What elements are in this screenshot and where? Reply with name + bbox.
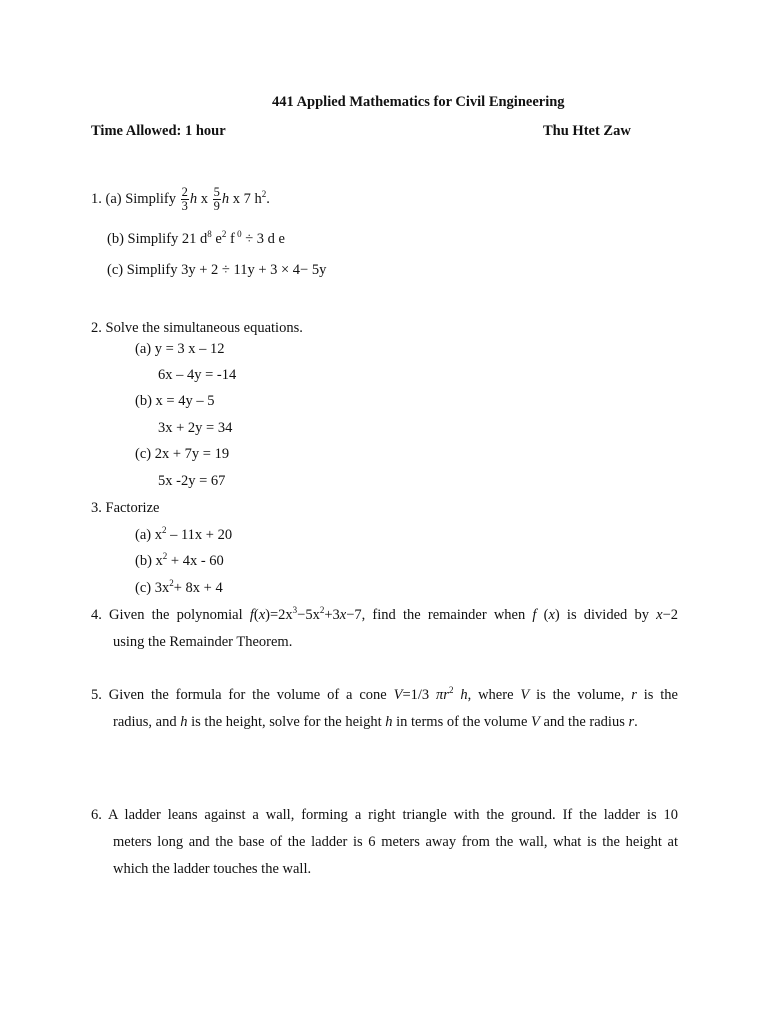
- variable-h: h: [221, 190, 230, 207]
- question-3: 3. Factorize: [91, 500, 160, 516]
- variable-x: x: [548, 607, 555, 623]
- q5-text: .: [634, 714, 638, 730]
- q4-text: )=2x: [265, 607, 293, 623]
- fraction-numerator: 5: [213, 185, 220, 199]
- q5-text: =1/3: [402, 687, 437, 703]
- q1b-text: e: [211, 231, 222, 247]
- variable-x: x: [258, 607, 266, 623]
- question-3c: [135, 580, 223, 597]
- times-sign: x: [200, 190, 208, 207]
- fraction-five-ninths: [213, 186, 221, 213]
- q3c-text: + 8x + 4: [173, 580, 223, 596]
- question-6-line2: meters long and the base of the ladder is 6 meters away from the wall, what is the height at: [113, 834, 678, 850]
- q1a-label: (a) Simplify: [105, 190, 176, 207]
- fraction-denominator: 9: [213, 199, 220, 213]
- variable-x: x: [339, 607, 347, 623]
- q5-text: is the height, solve for the height: [187, 714, 386, 730]
- question-2a-eq2: 6x – 4y = -14: [158, 367, 237, 383]
- q5-text: in terms of the volume: [392, 714, 532, 730]
- question-5-line2: [113, 714, 638, 731]
- exponent: 2: [169, 578, 174, 588]
- q4-text: 4. Given the polynomial: [91, 607, 250, 623]
- variable-v: V: [520, 687, 530, 703]
- q3a-text: (a) x: [135, 527, 162, 543]
- exam-title: 441 Applied Mathematics for Civil Engineering: [272, 94, 565, 110]
- pi-r: πr: [436, 687, 449, 703]
- variable-h: h: [180, 714, 188, 730]
- period: .: [266, 190, 270, 207]
- fraction-two-thirds: [181, 186, 189, 213]
- q4-text: (: [253, 607, 259, 623]
- variable-h: h: [189, 190, 198, 207]
- q5-text: is the volume,: [529, 687, 632, 703]
- fraction-numerator: 2: [181, 185, 188, 199]
- question-1b: [107, 231, 285, 248]
- function-f: f: [249, 607, 254, 623]
- variable-v: V: [393, 687, 403, 703]
- exponent: 2: [448, 685, 454, 695]
- question-5-line1: [91, 687, 678, 704]
- q1b-text: (b) Simplify 21 d: [107, 231, 208, 247]
- variable-x: x: [656, 607, 663, 623]
- exponent: 0: [234, 229, 242, 239]
- q4-text: −7, find the remainder when: [346, 607, 533, 623]
- variable-h: h: [385, 714, 393, 730]
- q5-text: , where: [467, 687, 521, 703]
- exponent: 2: [162, 551, 168, 561]
- q3b-text: + 4x - 60: [167, 553, 224, 569]
- q3b-text: (b) x: [135, 553, 163, 569]
- fraction-denominator: 3: [181, 199, 188, 213]
- question-2c-eq2: 5x -2y = 67: [158, 473, 226, 489]
- question-4-line2: using the Remainder Theorem.: [113, 634, 293, 650]
- q4-text: −2: [662, 607, 678, 623]
- variable-r: r: [628, 714, 635, 730]
- question-3b: [135, 553, 224, 570]
- q5-text: and the radius: [539, 714, 629, 730]
- q5-text: is the: [636, 687, 678, 703]
- q3c-text: (c) 3x: [135, 580, 170, 596]
- function-f: f: [532, 607, 537, 623]
- exponent: 2: [161, 525, 167, 535]
- variable-h: h: [460, 687, 468, 703]
- question-1a: [91, 186, 270, 213]
- exponent: 2: [221, 229, 227, 239]
- variable-v: V: [531, 714, 540, 730]
- question-2: 2. Solve the simultaneous equations.: [91, 320, 303, 336]
- q1b-text: f: [226, 231, 235, 247]
- q5-text: 5. Given the formula for the volume of a cone: [91, 687, 394, 703]
- q1b-text: ÷ 3 d e: [241, 231, 285, 247]
- q5-text: radius, and: [113, 714, 181, 730]
- variable-r: r: [631, 687, 637, 703]
- q4-text: ) is divided by: [554, 607, 657, 623]
- question-2c-eq1: (c) 2x + 7y = 19: [135, 446, 230, 462]
- question-1c: (c) Simplify 3y + 2 ÷ 11y + 3 × 4− 5y: [107, 262, 327, 278]
- q1-number: 1.: [91, 190, 102, 207]
- question-4-line1: [91, 607, 678, 624]
- q4-text: −5x: [297, 607, 320, 623]
- author-name: Thu Htet Zaw: [543, 123, 631, 139]
- exponent: 2: [319, 605, 325, 615]
- question-2a-eq1: (a) y = 3 x – 12: [135, 341, 225, 357]
- exponent: 2: [261, 188, 267, 199]
- question-6-line3: which the ladder touches the wall.: [113, 861, 312, 877]
- q3a-text: – 11x + 20: [166, 527, 233, 543]
- question-3a: [135, 527, 232, 544]
- q1a-tail: x 7 h: [232, 190, 262, 207]
- question-2b-eq2: 3x + 2y = 34: [158, 420, 233, 436]
- time-allowed: Time Allowed: 1 hour: [91, 123, 226, 139]
- question-2b-eq1: (b) x = 4y – 5: [135, 393, 215, 409]
- exponent: 8: [207, 229, 212, 239]
- q4-text: +3: [324, 607, 340, 623]
- q4-text: (: [536, 607, 549, 623]
- question-6-line1: 6. A ladder leans against a wall, forming a right triangle with the ground. If the ladder is 10: [91, 807, 678, 823]
- exponent: 3: [292, 605, 298, 615]
